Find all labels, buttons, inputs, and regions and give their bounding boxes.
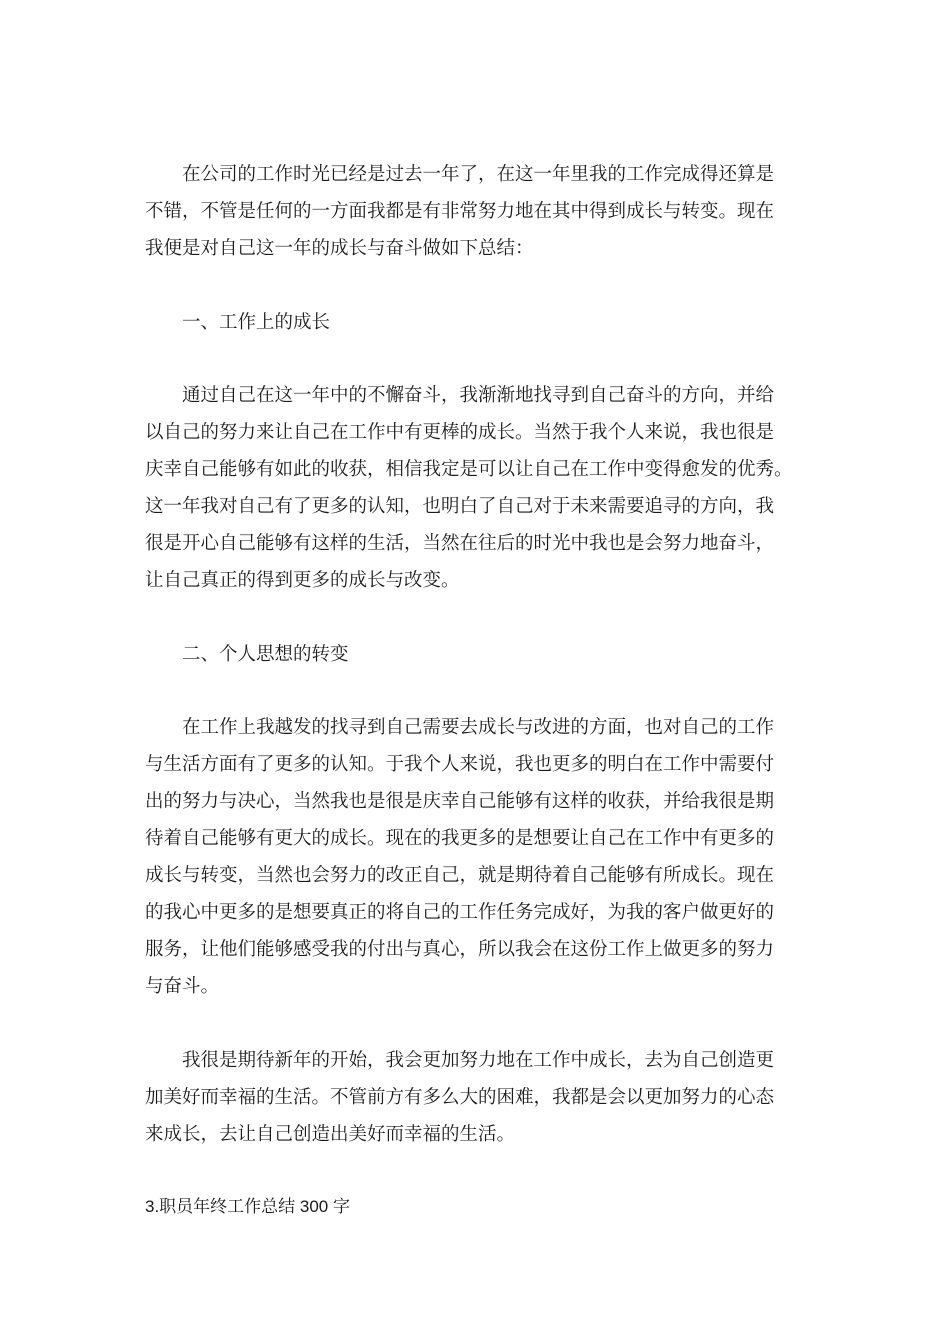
paragraph-line: 这一年我对自己有了更多的认知，也明白了自己对于未来需要追寻的方向，我 xyxy=(145,496,775,517)
next-section-title: 3.职员年终工作总结 300 字 xyxy=(145,1197,350,1216)
paragraph-line: 不错，不管是任何的一方面我都是有非常努力地在其中得到成长与转变。现在 xyxy=(145,201,775,222)
paragraph-line: 与生活方面有了更多的认知。于我个人来说，我也更多的明白在工作中需要付 xyxy=(145,754,775,775)
paragraph-line: 以自己的努力来让自己在工作中有更棒的成长。当然于我个人来说，我也很是 xyxy=(145,422,775,443)
intro-paragraph xyxy=(145,156,815,267)
paragraph-line: 待着自己能够有更大的成长。现在的我更多的是想要让自己在工作中有更多的 xyxy=(145,828,775,849)
paragraph-line: 的我心中更多的是想要真正的将自己的工作任务完成好，为我的客户做更好的 xyxy=(145,902,775,923)
paragraph-line: 让自己真正的得到更多的成长与改变。 xyxy=(145,570,460,591)
section-heading: 一、工作上的成长 xyxy=(182,312,331,333)
paragraph-line: 在公司的工作时光已经是过去一年了，在这一年里我的工作完成得还算是 xyxy=(182,164,775,185)
paragraph-line: 通过自己在这一年中的不懈奋斗，我渐渐地找寻到自己奋斗的方向，并给 xyxy=(182,385,775,406)
section-2-heading xyxy=(145,636,815,673)
section-1-paragraph xyxy=(145,377,815,599)
paragraph-line: 我很是期待新年的开始，我会更加努力地在工作中成长，去为自己创造更 xyxy=(182,1050,775,1071)
paragraph-line: 成长与转变，当然也会努力的改正自己，就是期待着自己能够有所成长。现在 xyxy=(145,865,775,886)
section-1-heading xyxy=(145,304,815,341)
section-heading: 二、个人思想的转变 xyxy=(182,644,349,665)
paragraph-line: 加美好而幸福的生活。不管前方有多么大的困难，我都是会以更加努力的心态 xyxy=(145,1087,775,1108)
paragraph-line: 出的努力与决心，当然我也是很是庆幸自己能够有这样的收获，并给我很是期 xyxy=(145,791,775,812)
paragraph-line: 我便是对自己这一年的成长与奋斗做如下总结： xyxy=(145,238,534,259)
paragraph-line: 与奋斗。 xyxy=(145,976,220,997)
paragraph-line: 来成长，去让自己创造出美好而幸福的生活。 xyxy=(145,1124,516,1145)
closing-paragraph xyxy=(145,1042,815,1153)
paragraph-line: 庆幸自己能够有如此的收获，相信我定是可以让自己在工作中变得愈发的优秀。 xyxy=(145,459,793,480)
paragraph-line: 很是开心自己能够有这样的生活，当然在往后的时光中我也是会努力地奋斗， xyxy=(145,533,775,554)
paragraph-line: 在工作上我越发的找寻到自己需要去成长与改进的方面，也对自己的工作 xyxy=(182,717,775,738)
paragraph-line: 服务，让他们能够感受我的付出与真心，所以我会在这份工作上做更多的努力 xyxy=(145,939,775,960)
section-2-paragraph xyxy=(145,709,815,1005)
